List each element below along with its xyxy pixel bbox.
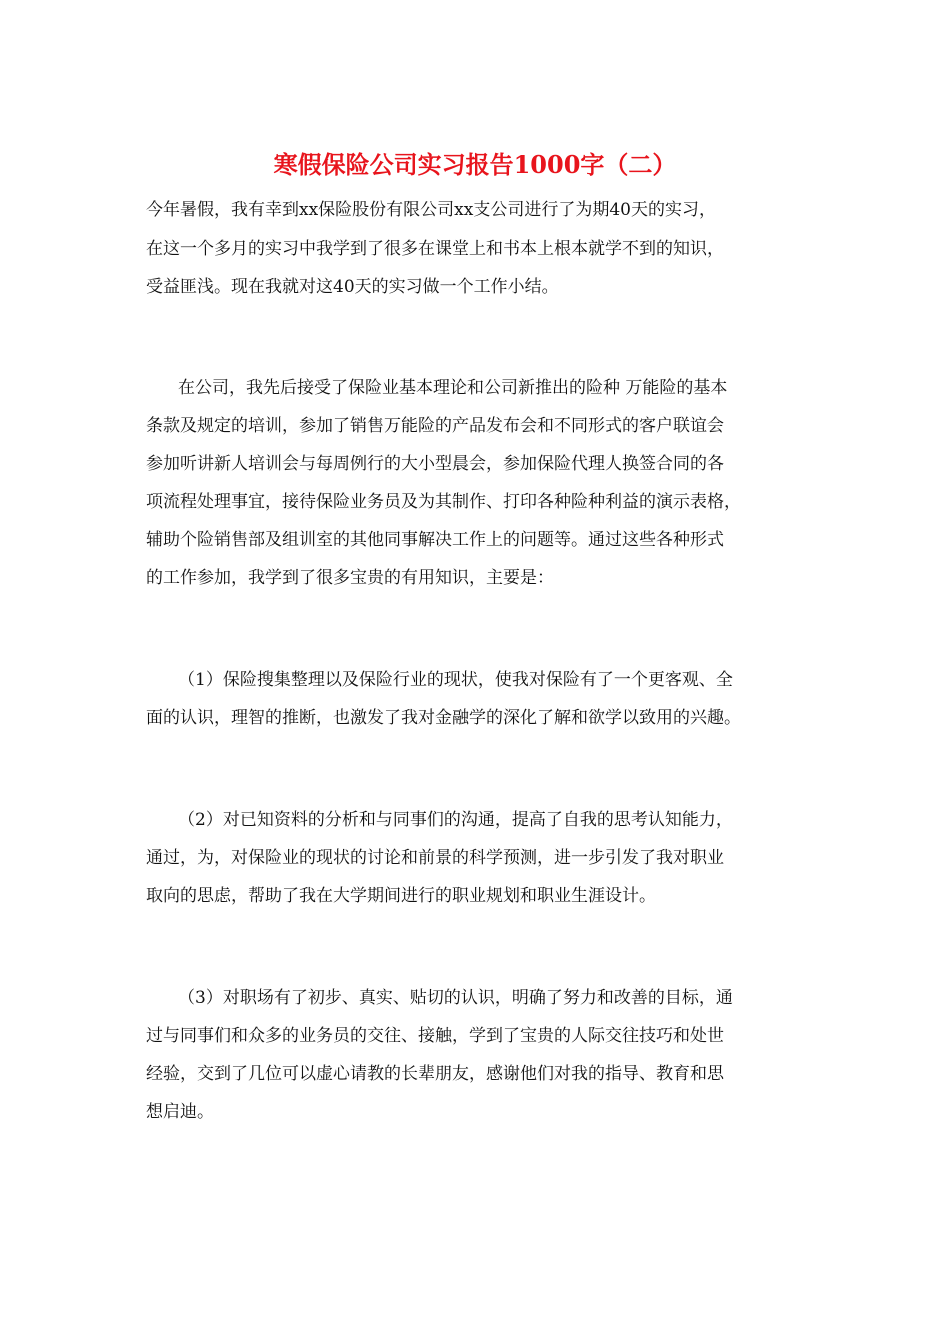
- paragraph-2-line-4: 项流程处理事宜，接待保险业务员及为其制作、打印各种险种利益的演示表格，: [146, 492, 741, 512]
- paragraph-5-line-4: 想启迪。: [146, 1102, 214, 1122]
- paragraph-2-line-1: 在公司，我先后接受了保险业基本理论和公司新推出的险种 万能险的基本: [178, 378, 728, 398]
- paragraph-3-line-2: 面的认识，理智的推断，也激发了我对金融学的深化了解和欲学以致用的兴趣。: [146, 708, 741, 728]
- paragraph-5-line-2: 过与同事们和众多的业务员的交往、接触，学到了宝贵的人际交往技巧和处世: [146, 1026, 724, 1046]
- paragraph-2-line-5: 辅助个险销售部及组训室的其他同事解决工作上的问题等。通过这些各种形式: [146, 530, 724, 550]
- paragraph-5-line-3: 经验，交到了几位可以虚心请教的长辈朋友，感谢他们对我的指导、教育和思: [146, 1064, 724, 1084]
- paragraph-3-line-1: （1）保险搜集整理以及保险行业的现状，使我对保险有了一个更客观、全: [178, 670, 733, 690]
- paragraph-5-line-1: （3）对职场有了初步、真实、贴切的认识，明确了努力和改善的目标，通: [178, 988, 733, 1008]
- paragraph-4-line-3: 取向的思虑，帮助了我在大学期间进行的职业规划和职业生涯设计。: [146, 886, 656, 906]
- paragraph-1-line-3: 受益匪浅。现在我就对这40天的实习做一个工作小结。: [146, 277, 559, 297]
- paragraph-2-line-6: 的工作参加，我学到了很多宝贵的有用知识，主要是：: [146, 568, 554, 588]
- paragraph-4-line-1: （2）对已知资料的分析和与同事们的沟通，提高了自我的思考认知能力，: [178, 810, 733, 830]
- paragraph-1-line-1: 今年暑假，我有幸到xx保险股份有限公司xx支公司进行了为期40天的实习，: [146, 200, 716, 220]
- paragraph-2-line-3: 参加听讲新人培训会与每周例行的大小型晨会，参加保险代理人换签合同的各: [146, 454, 724, 474]
- paragraph-4-line-2: 通过，为，对保险业的现状的讨论和前景的科学预测，进一步引发了我对职业: [146, 848, 724, 868]
- paragraph-2-line-2: 条款及规定的培训，参加了销售万能险的产品发布会和不同形式的客户联谊会: [146, 416, 724, 436]
- document-title: 寒假保险公司实习报告1000字（二）: [273, 150, 677, 179]
- paragraph-1-line-2: 在这一个多月的实习中我学到了很多在课堂上和书本上根本就学不到的知识，: [146, 239, 724, 259]
